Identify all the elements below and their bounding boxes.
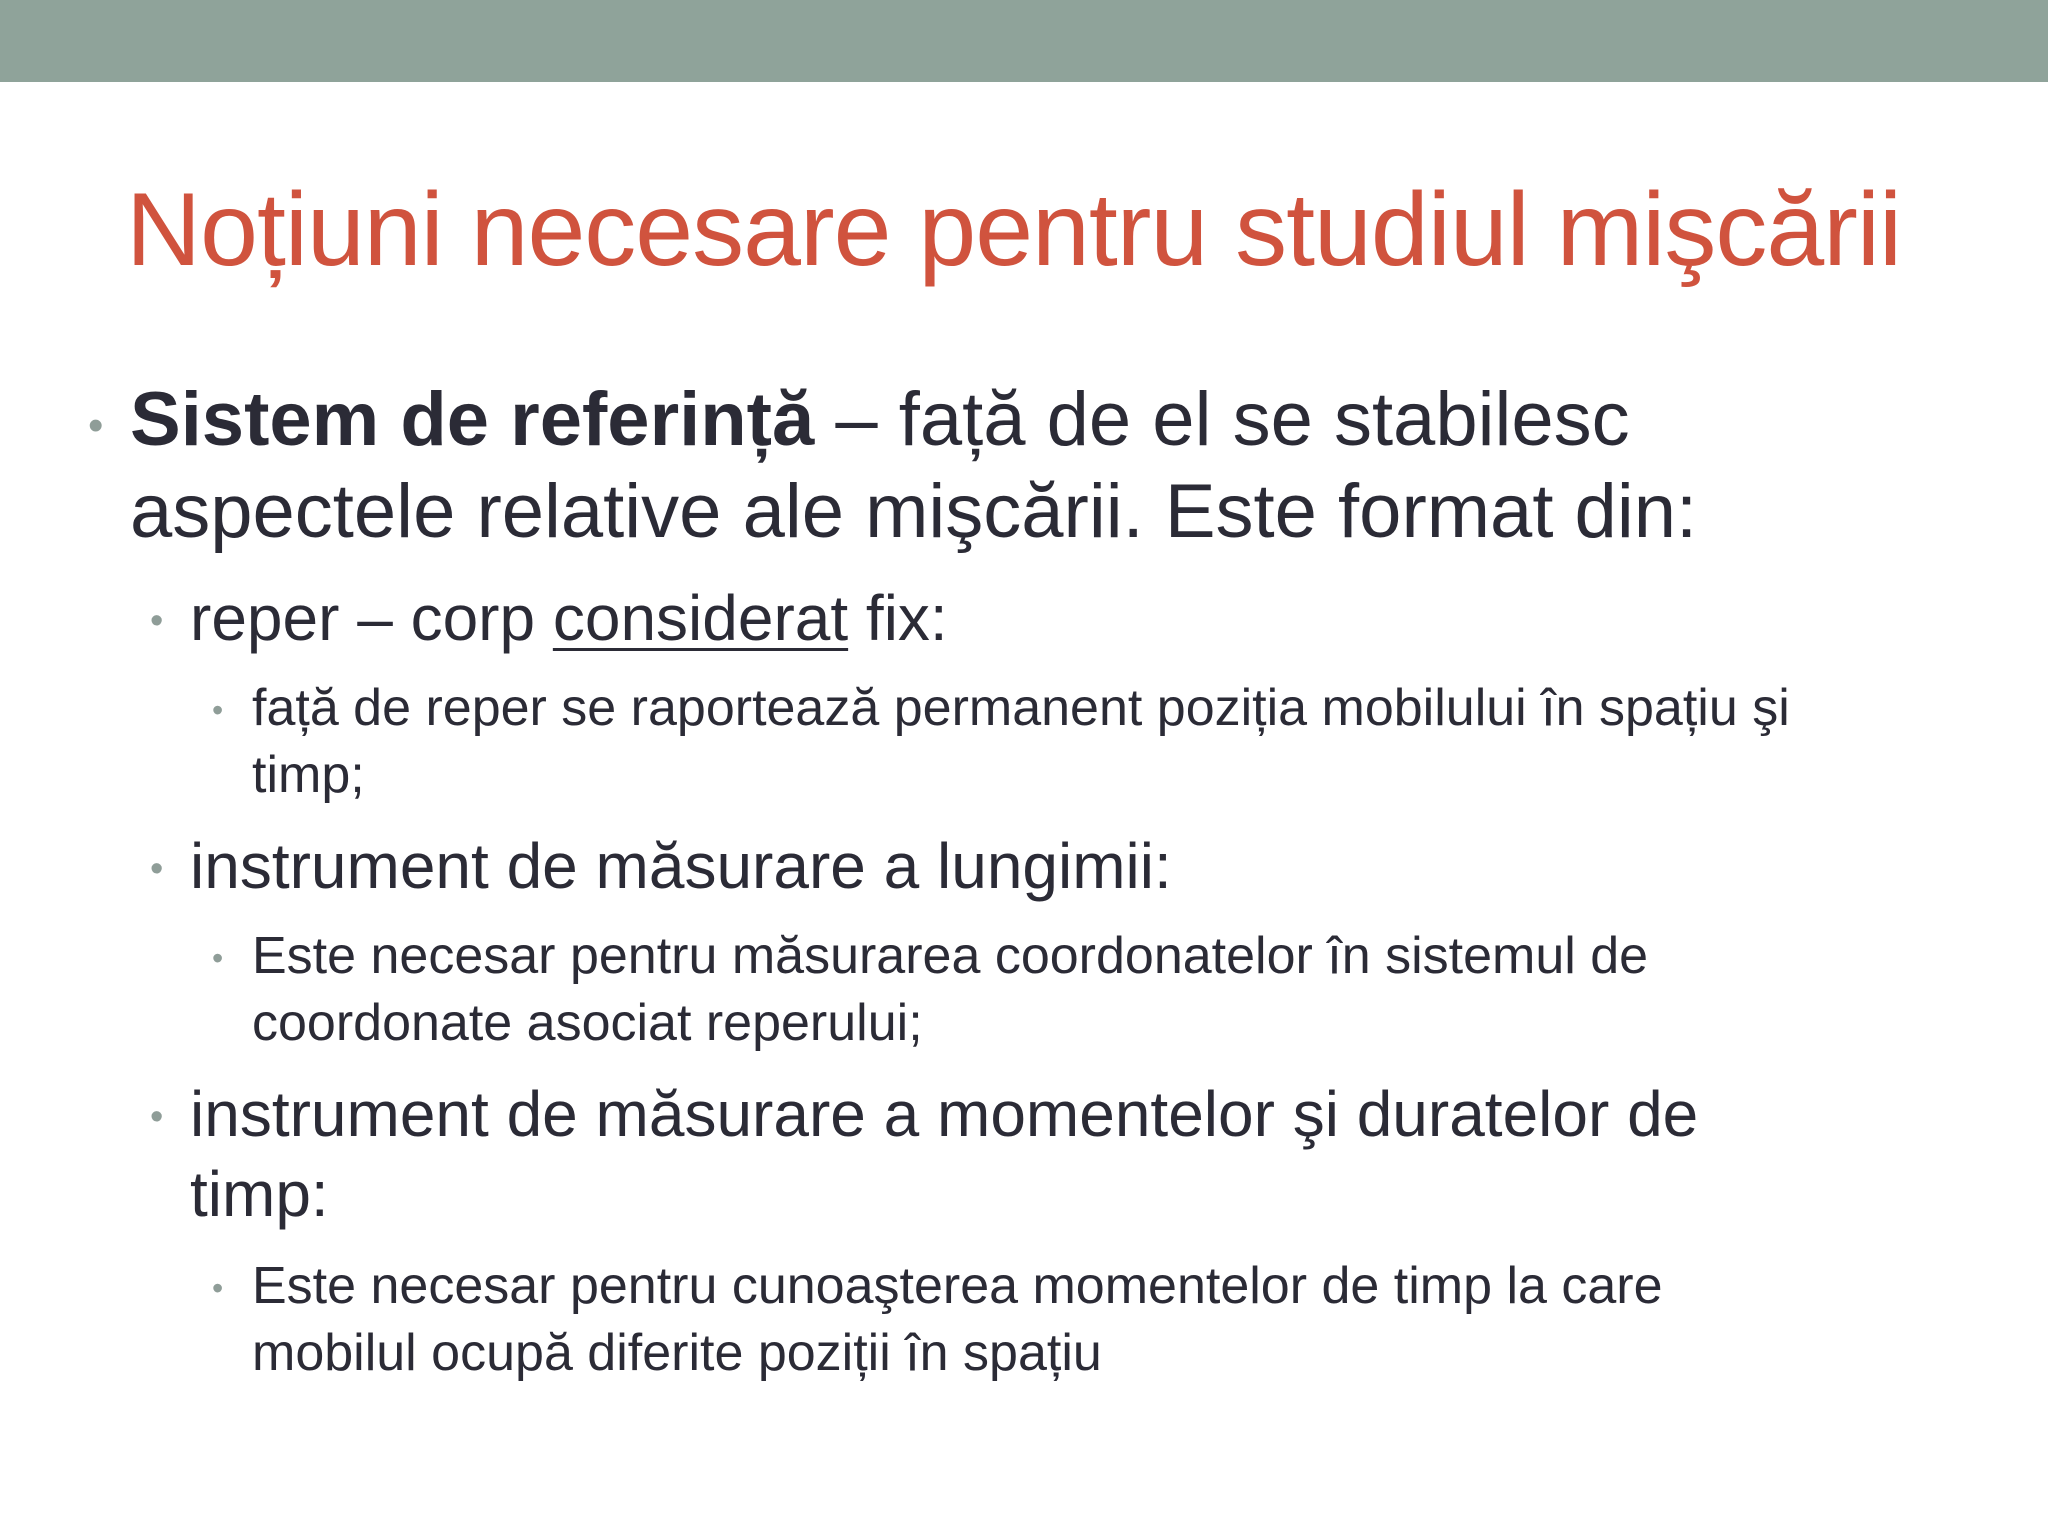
bullet-text-line-1 [130, 374, 1630, 466]
bullet-text-line-1: față de reper se raportează permanent poziția mobilului în spațiu şi [252, 679, 1790, 737]
bullet-text-line-2: timp: [190, 1158, 329, 1230]
bullet-dot: • [88, 401, 104, 450]
bullet-text-line-1 [190, 578, 948, 658]
bullet-text-line-1: instrument de măsurare a lungimii: [190, 830, 1172, 902]
bullet-text-line-2: aspectele relative ale mişcării. Este format din: [130, 469, 1698, 554]
bullet-dot: • [212, 1270, 224, 1306]
bullet-text-line-2: coordonate asociat reperului; [252, 994, 923, 1052]
bullet-dot: • [212, 940, 224, 976]
term-definition: – față de el se stabilesc [814, 377, 1630, 462]
underlined-word: considerat [552, 582, 849, 654]
bullet-text-line-2: mobilul ocupă diferite poziții în spațiu [252, 1324, 1102, 1382]
bullet-dot: • [212, 692, 224, 728]
bullet-text-line-1: Este necesar pentru măsurarea coordonatelor în sistemul de [252, 927, 1649, 985]
bold-term: Sistem de referință [130, 377, 815, 462]
bullet-text-line-1: Este necesar pentru cunoaşterea momentelor de timp la care [252, 1257, 1663, 1315]
bullet-dot: • [150, 848, 164, 890]
bullet-dot: • [150, 1096, 164, 1138]
text-before: reper – corp [190, 582, 553, 654]
text-after: fix: [848, 582, 948, 654]
bullet-text-line-1: instrument de măsurare a momentelor şi duratelor de [190, 1078, 1699, 1150]
bullet-dot: • [150, 600, 164, 642]
slide-title: Noțiuni necesare pentru studiul mişcării [126, 172, 1902, 288]
bullet-text-line-2: timp; [252, 746, 365, 804]
